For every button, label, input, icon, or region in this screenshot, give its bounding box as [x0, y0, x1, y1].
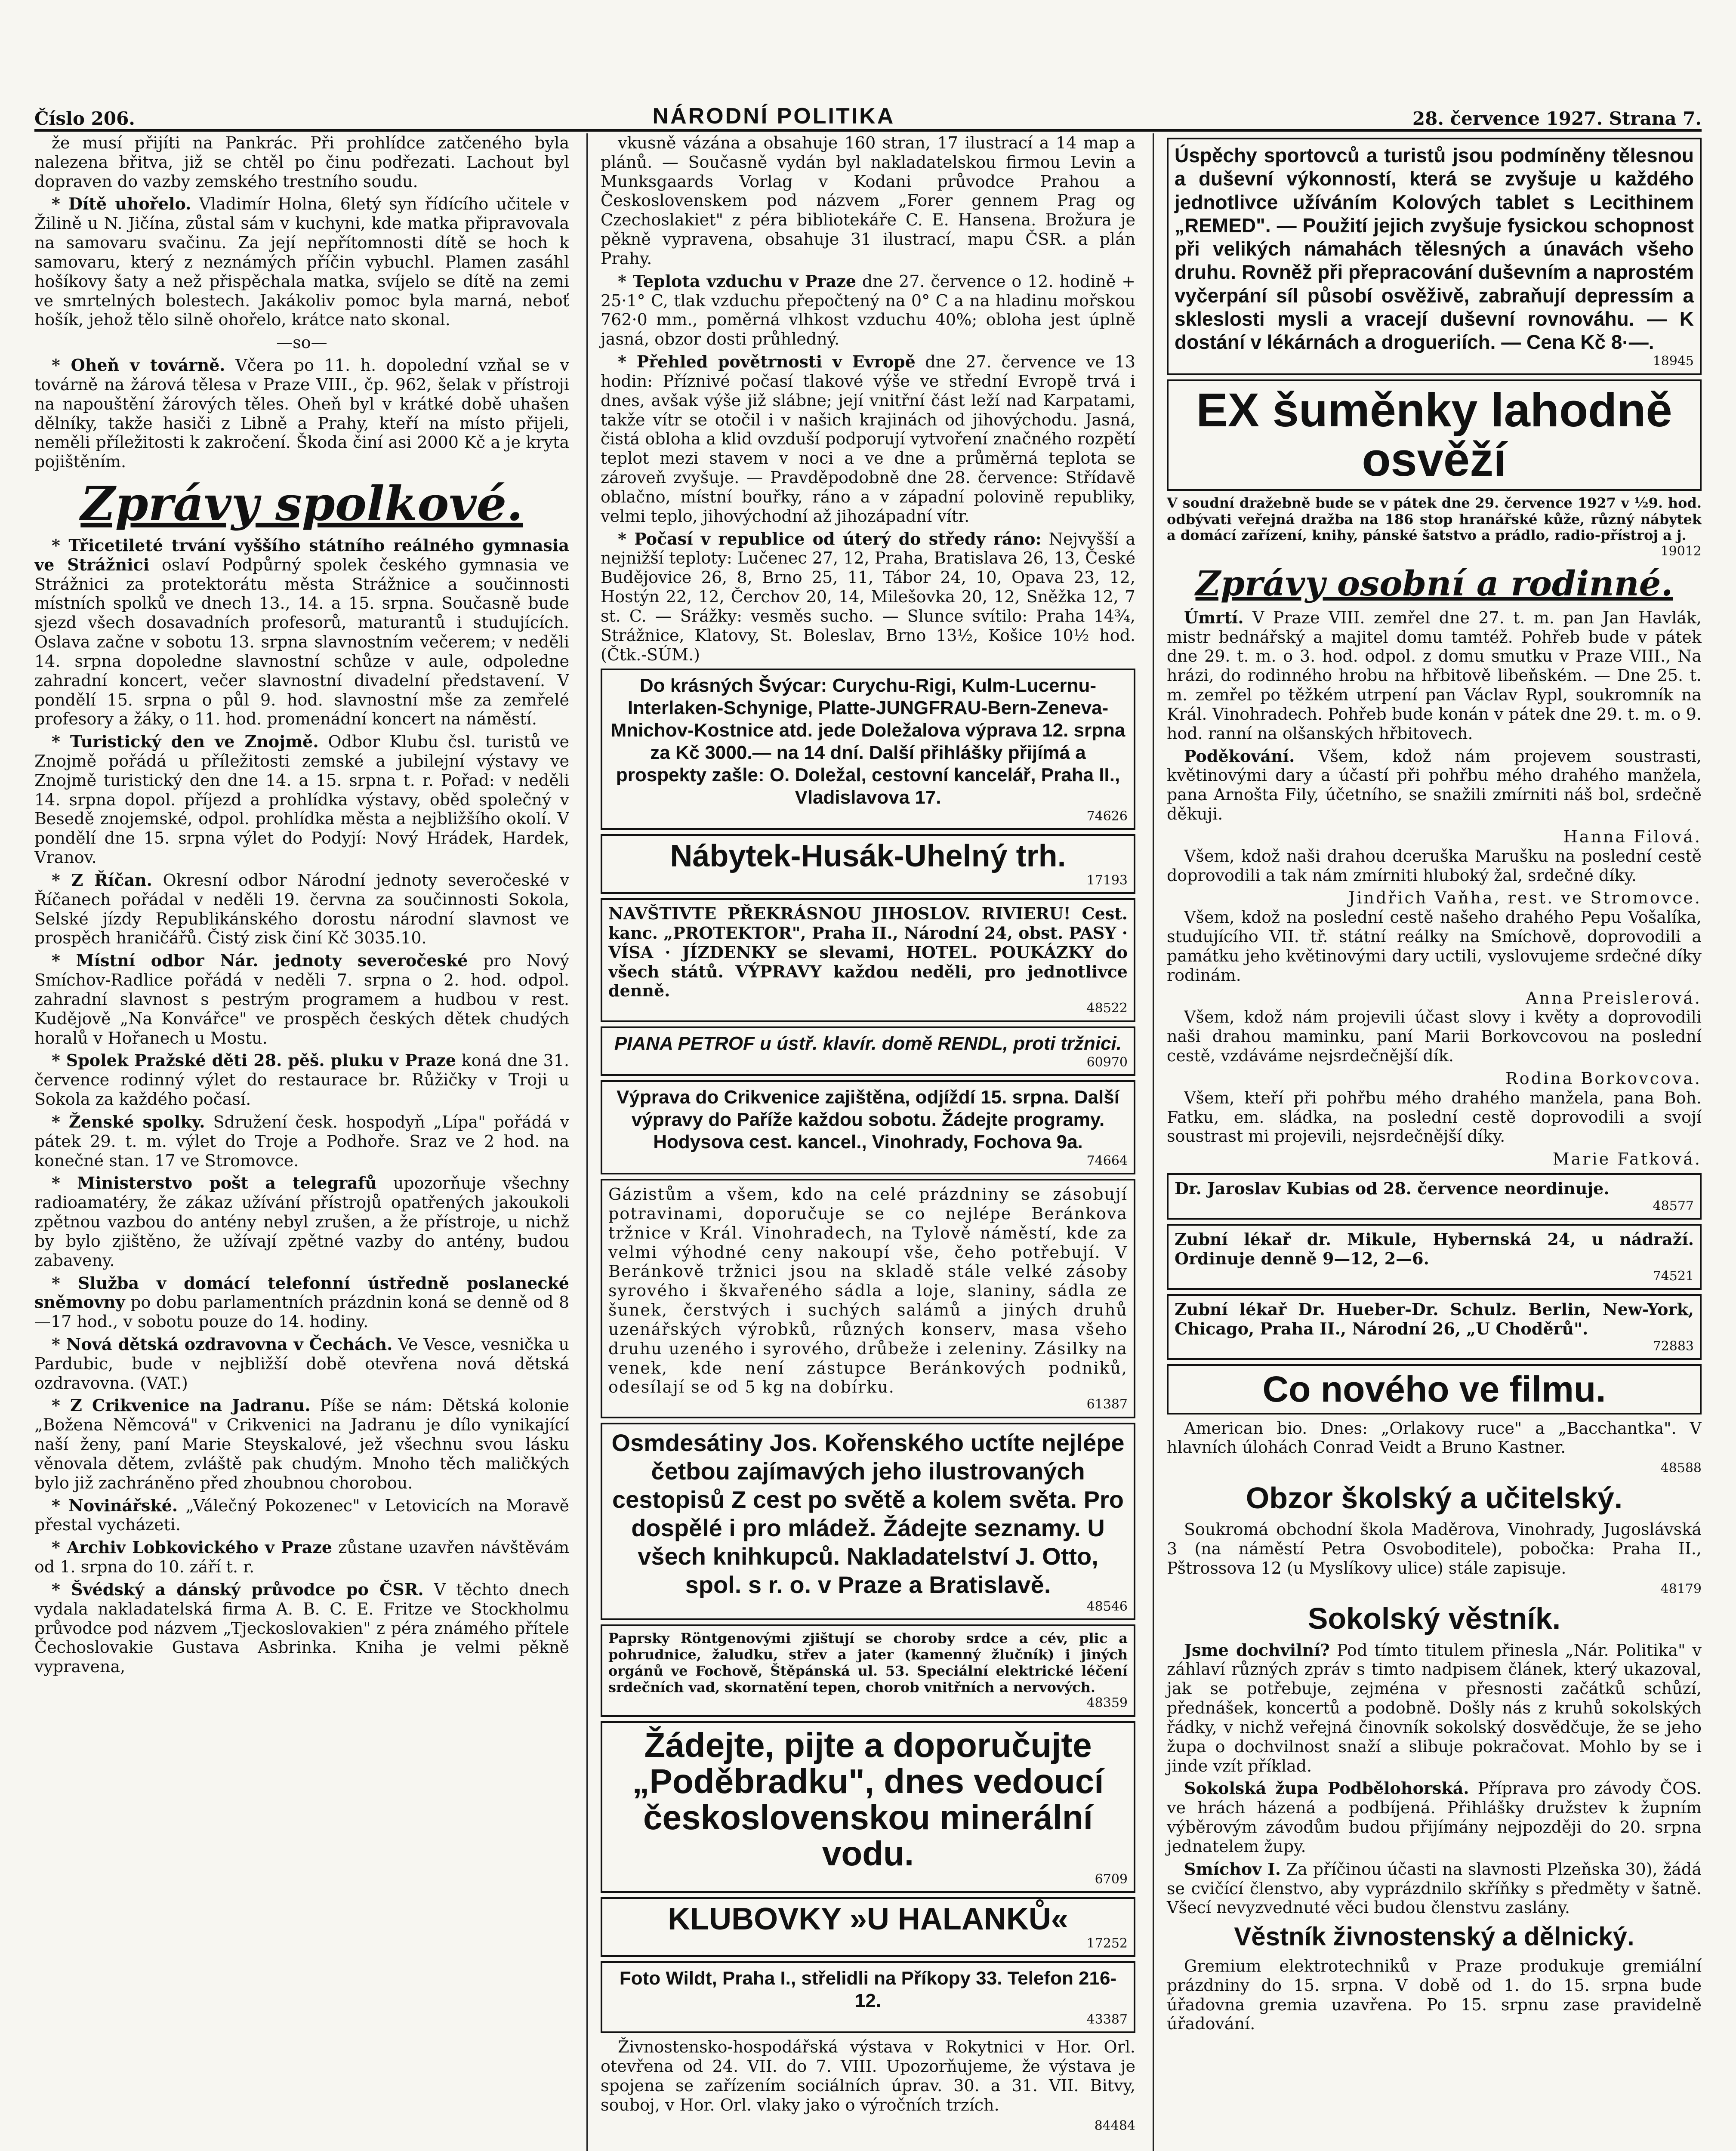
article: * Počasí v republice od úterý do středy ráno: Nejvyšší a nejnižší teploty: Lučenec 27, 12, Praha, Bratislava 26, 13, České Budějovice 26, 8, Brno 25, 11, Tábor 24, 10, Opava 23, 12, Hostýn 22, 12, Čerchov 20, 14, Milešovka 20, 12, Sněžka 12, 7 st. C. — Srážky: vesměs sucho. — Slunce svítilo: Praha 14¾, Strážnice, Klatovy, St. Boleslav, Brno 13½, Košice 10½ hod. (Čtk.-SÚM.): [601, 529, 1135, 664]
signature: Anna Preislerová.: [1526, 988, 1702, 1008]
article: vkusně vázána a obsahuje 160 stran, 17 ilustrací a 14 map a plánů. — Současně vydán byl nakladatelskou firmou Levin a Munksgaards Vorlag v Kodani průvodce Prahou a Československem pod názvem „Forer gennem Prag og Czechoslakiet" z péra bibliotekáře C. E. Hansena. Brožura je pěkně vypravena, obsahuje 31 ilustrací, mapu ČSR. a plán Prahy.: [601, 133, 1135, 268]
section-title: Sokolský věstník.: [1307, 1602, 1561, 1636]
article: * Teplota vzduchu v Praze dne 27. července o 12. hodině + 25·1° C, tlak vzduchu přepočtený na 0° C a na hladinu mořskou 762·0 mm., poměrná vlhkost vzduchu 40%; obloha jest úplně jasná, obzor dosti průhledný.: [601, 271, 1135, 349]
article: * Dítě uhořelo. Vladimír Holna, 6letý syn řídícího učitele v Žilině u N. Jičína, zůstal sám v kuchyni, kde matka připravovala na samovaru svačinu. Za její nepřítomnosti dítě se hoch k samovaru, který z neznámých příčin vybuchl. Plamen zasáhl hošíkovy šaty a než přispěchala matka, svíjelo se dítě na zemi ve smrtelných bolestech. Jakákoliv pomoc byla marná, neboť hošík, jehož tělo silně ohořelo, krátce nato skonal.: [34, 194, 569, 330]
article: * Turistický den ve Znojmě. Odbor Klubu čsl. turistů ve Znojmě pořádá u příležitosti zemské a jubilejní výstavy ve Znojmě turistický den dne 14. a 15. srpna t. r. Pořad: v neděli 14. srpna dopol. příjezd a prohlídka výstavy, oběd společný v Besedě znojemské, odpol. prohlídka města a nejbližšího okolí. V pondělí dne 15. srpna výlet do Podyjí: Nový Hrádek, Hardek, Vranov.: [34, 732, 569, 867]
section-title: Obzor školský a učitelský.: [1246, 1481, 1623, 1515]
article: * Ministerstvo pošt a telegrafů upozorňuje všechny radioamatéry, že zákaz užívání přístrojů opatřených jakoukoli zpětnou vazbou do antény nebyl zrušen, a že přístroje, u nichž by bylo zjištěno, že užívají zpětné vazby do antény, budou zabaveny.: [34, 1173, 569, 1270]
advertisement: Do krásných Švýcar: Curychu-Rigi, Kulm-Lucernu-Interlaken-Schynige, Platte-JUNGFRAU-Bern-Zeneva-Mnichov-Kostnice atd. jede Doležalova výprava 12. srpna za Kč 3000.— na 14 dní. Další přihlášky přijímá a prospekty zašle: O. Doležal, cestovní kancelář, Praha II., Vladislavova 17. 74626: [601, 669, 1135, 830]
section-banner: Co nového ve filmu.: [1167, 1364, 1702, 1414]
masthead: [34, 103, 1702, 132]
article: Všem, kdož naši drahou dceruška Marušku na poslední cestě doprovodili a tak nám zmírniti hluboký žal, srdečné díky.: [1167, 846, 1702, 885]
article: * Archiv Lobkovického v Praze zůstane uzavřen návštěvám od 1. srpna do 10. září t. r.: [34, 1538, 569, 1577]
article: Poděkování. Všem, kdož nám projevem soustrasti, květinovými dary a účastí při pohřbu mého drahého manžela, pana Arnošta Fily, účetního, se snažili zmírniti náš bol, srdečně děkuji.: [1167, 746, 1702, 824]
column-3: Úspěchy sportovců a turistů jsou podmíněny tělesnou a duševní výkonností, která se zvyšuje u každého jednotlivce užíváním Kolových tablet s Lecithinem „REMED". — Použití jejich zvyšuje fysickou schopnost při velikých námahách tělesných a únavách všeho druhu. Rovněž při přepracování duševním a naprostém vyčerpání síl působí osvěživě, zabraňují depressím a skleslosti mysli a vracejí duševní rovnováhu. — K dostání v lékárnách a drogueriích. — Cena Kč 8·—. 18945 EX šuměnky lahodně osvěží V soudní dražebně bude se v pátek dne 29. července 1927 v ½9. hod. odbývati veřejná dražba na 186 stop hranářské kůže, různý nábytek a domácí zařízení, knihy, pánské šatstvo a prádlo, radio-přístroj a j. 19012 Zprávy osobní a rodinné. Úmrtí. V Praze VIII. zemřel dne 27. t. m. pan Jan Havlák, mistr bednářský a majitel domu tamtéž. Pohřeb bude v pátek dne 29. t. m. o 3. hod. odpol. z domu smutku v Praze VIII., Na hrázi, do rodinného hrobu na hřbitově libeňském. — Dne 25. t. m. zemřel po těžkém utrpení pan Václav Rypl, soukromník na Král. Vinohradech. Pohřeb bude konán v pátek dne 29. t. m. o 9. hod. ranní na olšanských hřbitovech. Poděkování. Všem, kdož nám projevem soustrasti, květinovými dary a účastí při pohřbu mého drahého manžela, pana Arnošta Fily, účetního, se snažili zmírniti náš bol, srdečně děkuji. Hanna Filová. Všem, kdož naši drahou dceruška Marušku na poslední cestě doprovodili a tak nám zmírniti hluboký žal, srdečné díky. Jindřich Vaňha, rest. ve Stromovce. Všem, kdož na poslední cestě našeho drahého Pepu Vošalíka, studujícího VII. tř. státní reálky na Smíchově, doprovodili a památku jeho květinovými dary uctili, vyslovujeme srdečné díky rodinám. Anna Preislerová. Všem, kdož nám projevili účast slovy i květy a doprovodili naši drahou maminku, paní Marii Borkovcovou na poslední cestě, vzdáváme nejsrdečnější dík. Rodina Borkovcova. Všem, kteří při pohřbu mého drahého manžela, pana Boh. Fatku, em. sládka, na poslední cestě doprovodili a svojí soustrast mi projevili, nejsrdečnější díky. Marie Fatková. Dr. Jaroslav Kubias od 28. července neordinuje. 48577 Zubní lékař dr. Mikule, Hybernská 24, u nádraží. Ordinuje denně 9—12, 2—6. 74521 Zubní lékař Dr. Hueber-Dr. Schulz. Berlin, New-York, Chicago, Praha II., Národní 26, „U Choděrů". 72883 Co nového ve filmu. American bio. Dnes: „Orlakovy ruce" a „Bacchantka". V hlavních úlohách Conrad Veidt a Bruno Kastner. 48588 Obzor školský a učitelský. Soukromá obchodní škola Maděrova, Vinohrady, Jugoslávská 3 (na náměstí Petra Osvoboditele), pobočka: Praha II., Pštrossova 12 (u Myslíkovy ulice) stále zapisuje. 48179 Sokolský věstník. Jsme dochvilní? Pod tímto titulem přinesla „Nár. Politika" v záhlaví různých zpráv s timto nadpisem článek, který ukazoval, jak se potřebuje, zejména v přesnosti začátků schůzí, přednášek, koncertů a podobně. Došly nás z kruhů sokolských řádky, v nichž veřejná činovník sokolský dosvědčuje, že se jeho župa o dochvilnost snaží a slibuje pokračovat. Mohlo by se i jinde vzít příklad. Sokolská župa Podbělohorská. Příprava pro závody ČOS. ve hrách házená a podbíjená. Přihlášky družstev k župním výběrovým závodům budou přijímány nejpozději do 20. srpna jednatelem župy. Smíchov I. Za příčinou účasti na slavnosti Plzeňska 30), žádá se cvičící členstvo, aby vyprázdnilo skříňky s předměty v šatně. Všecí nevyzvednuté věci budou členstvu zaslány. Věstník živnostenský a dělnický. Gremium elektrotechniků v Praze produkuje gremiální prázdniny do 15. srpna. V době od 1. do 15. srpna bude úřadovna gremia uzavřena. Po 15. srpnu zase pravidelně úřadování.: [1153, 133, 1702, 2151]
advertisement: Nábytek-Husák-Uhelný trh. 17193: [601, 834, 1135, 894]
article: Sokolská župa Podbělohorská. Příprava pro závody ČOS. ve hrách házená a podbíjená. Přihlášky družstev k župním výběrovým závodům budou přijímány nejpozději do 20. srpna jednatelem župy.: [1167, 1778, 1702, 1856]
notice: V soudní dražebně bude se v pátek dne 29. července 1927 v ½9. hod. odbývati veřejná dražba na 186 stop hranářské kůže, různý nábytek a domácí zařízení, knihy, pánské šatstvo a prádlo, radio-přístroj a j. 19012: [1167, 494, 1702, 559]
section-title: Zprávy osobní a rodinné.: [1195, 563, 1673, 604]
advertisement: Úspěchy sportovců a turistů jsou podmíněny tělesnou a duševní výkonností, která se zvyšuje u každého jednotlivce užíváním Kolových tablet s Lecithinem „REMED". — Použití jejich zvyšuje fysickou schopnost při velikých námahách tělesných a únavách všeho druhu. Rovněž při přepracování duševním a naprostém vyčerpání síl působí osvěživě, zabraňují depressím a skleslosti mysli a vracejí duševní rovnováhu. — K dostání v lékárnách a drogueriích. — Cena Kč 8·—. 18945: [1167, 138, 1702, 375]
column-1: [34, 133, 569, 2151]
article: Úmrtí. V Praze VIII. zemřel dne 27. t. m. pan Jan Havlák, mistr bednářský a majitel domu tamtéž. Pohřeb bude v pátek dne 29. t. m. o 3. hod. odpol. z domu smutku v Praze VIII., Na hrázi, do rodinného hrobu na hřbitově libeňském. — Dne 25. t. m. zemřel po těžkém utrpení pan Václav Rypl, soukromník na Král. Vinohradech. Pohřeb bude konán v pátek dne 29. t. m. o 9. hod. ranní na olšanských hřbitovech.: [1167, 607, 1702, 743]
advertisement: Dr. Jaroslav Kubias od 28. července neordinuje. 48577: [1167, 1173, 1702, 1220]
article: * Spolek Pražské děti 28. pěš. pluku v Praze koná dne 31. července rodinný výlet do restaurace br. Růžičky v Troji u Sokola za každého počasí.: [34, 1051, 569, 1109]
advertisement: Výprava do Crikvenice zajištěna, odjíždí 15. srpna. Další výpravy do Paříže každou sobotu. Žádejte programy. Hodysova cest. kancel., Vinohrady, Fochova 9a. 74664: [601, 1080, 1135, 1174]
newspaper-title: NÁRODNÍ POLITIKA: [652, 104, 895, 129]
signature: Rodina Borkovcova.: [1505, 1069, 1702, 1088]
article: Gremium elektrotechniků v Praze produkuje gremiální prázdniny do 15. srpna. V době od 1. do 15. srpna bude úřadovna gremia uzavřena. Po 15. srpnu zase pravidelně úřadování.: [1167, 1957, 1702, 2034]
advertisement: Osmdesátiny Jos. Kořenského uctíte nejlépe četbou zajímavých jeho ilustrovaných cestopisů Z cest po světě a kolem světa. Pro dospělé i pro mládež. Žádejte seznamy. U všech knihkupců. Nakladatelství J. Otto, spol. s r. o. v Praze a Bratislavě. 48546: [601, 1423, 1135, 1621]
advertisement: Foto Wildt, Praha I., střelidli na Příkopy 33. Telefon 216-12. 43387: [601, 1961, 1135, 2033]
signature: Marie Fatková.: [1552, 1149, 1702, 1169]
article: American bio. Dnes: „Orlakovy ruce" a „Bacchantka". V hlavních úlohách Conrad Veidt a Bruno Kastner.: [1167, 1418, 1702, 1457]
article: * Služba v domácí telefonní ústředně poslanecké sněmovny po dobu parlamentních prázdnin koná se denně od 8—17 hod., v sobotu pouze do 14. hodiny.: [34, 1273, 569, 1331]
article: * Z Říčan. Okresní odbor Národní jednoty severočeské v Říčanech pořádal v neděli 19. června za součinnosti Sokola, Selské jízdy Republikánského dorostu národní slavnost ve prospěch hraničářů. Čistý zisk činí Kč 3035.10.: [34, 870, 569, 948]
advertisement: NAVŠTIVTE PŘEKRÁSNOU JIHOSLOV. RIVIERU! Cest. kanc. „PROTEKTOR", Praha II., Národní 24, obst. PASY · VÍSA · JÍZDENKY se slevami, HOTEL. POUKÁZKY do všech států. VÝPRAVY každou neděli, pro jednotlivce denně. 48522: [601, 898, 1135, 1022]
advertisement: PIANA PETROF u ústř. klavír. domě RENDL, proti tržnici. 60970: [601, 1026, 1135, 1076]
signature: Hanna Filová.: [1563, 827, 1702, 846]
article: Všem, kteří při pohřbu mého drahého manžela, pana Boh. Fatku, em. sládka, na poslední cestě doprovodili a svojí soustrast mi projevili, nejsrdečnější díky.: [1167, 1088, 1702, 1146]
article: * Švédský a dánský průvodce po ČSR. V těchto dnech vydala nakladatelská firma A. B. C. E. Fritze ve Stockholmu průvodce pod názvem „Tjeckoslovakien" z péra známého přítele Čechoslovakie Gustava Asbrinka. Kniha je velmi pěkně vypravena,: [34, 1579, 569, 1676]
article: * Nová dětská ozdravovna v Čechách. Ve Vesce, vesnička u Pardubic, bude v nejbližší době otevřena nová dětská ozdravovna. (VAT.): [34, 1334, 569, 1393]
advertisement: Zubní lékař Dr. Hueber-Dr. Schulz. Berlin, New-York, Chicago, Praha II., Národní 26, „U Choděrů". 72883: [1167, 1294, 1702, 1360]
section-title: Věstník živnostenský a dělnický.: [1234, 1922, 1634, 1951]
advertisement: EX šuměnky lahodně osvěží: [1167, 379, 1702, 491]
article: Všem, kdož na poslední cestě našeho drahého Pepu Vošalíka, studujícího VII. tř. státní reálky na Smíchově, doprovodili a památku jeho květinovými dary uctili, vyslovujeme srdečné díky rodinám.: [1167, 908, 1702, 985]
date-page: 28. července 1927. Strana 7.: [1412, 108, 1702, 129]
article: Jsme dochvilní? Pod tímto titulem přinesla „Nár. Politika" v záhlaví různých zpráv s timto nadpisem článek, který ukazoval, jak se potřebuje, zejména v přesnosti začátků schůzí, přednášek, koncertů a podobně. Došly nás z kruhů sokolských řádky, v nichž veřejná činovník sokolský dosvědčuje, že se jeho župa o dochvilnost snaží a slibuje pokračovat. Mohlo by se i jinde vzít příklad.: [1167, 1640, 1702, 1775]
signature: —so—: [276, 333, 327, 352]
article: * Místní odbor Nár. jednoty severočeské pro Nový Smíchov-Radlice pořádá v neděli 7. srpna o 2. hod. odpol. zahradní slavnost s pestrým programem a hudbou v rest. Kudějově „Na Konvářce" ve prospěch českých dětek chudých horalů v Hořanech u Mostu.: [34, 951, 569, 1048]
article: Soukromá obchodní škola Maděrova, Vinohrady, Jugoslávská 3 (na náměstí Petra Osvoboditele), pobočka: Praha II., Pštrossova 12 (u Myslíkovy ulice) stále zapisuje.: [1167, 1520, 1702, 1578]
article: Smíchov I. Za příčinou účasti na slavnosti Plzeňska 30), žádá se cvičící členstvo, aby vyprázdnilo skříňky s předměty v šatně. Všecí nevyzvednuté věci budou členstvu zaslány.: [1167, 1859, 1702, 1917]
article: že musí přijíti na Pankrác. Při prohlídce zatčeného byla nalezena břitva, již se chtěl po činu podřezati. Lachout byl dopraven do vazby zemského trestního soudu.: [34, 133, 569, 191]
article: Všem, kdož nám projevili účast slovy i květy a doprovodili naši drahou maminku, paní Marii Borkovcovou na poslední cestě, vzdáváme nejsrdečnější dík.: [1167, 1008, 1702, 1066]
section-title: Zprávy spolkové.: [80, 476, 523, 532]
advertisement: Paprsky Röntgenovými zjištují se choroby srdce a cév, plic a pohrudnice, žaludku, střev a jater (kamenný žlučník) i jiných orgánů ve Fochově, Štěpánská ul. 53. Speciální elektrické léčení srdečních vad, skornatění tepen, chorob vnitřních a nervových. 48359: [601, 1624, 1135, 1716]
article: * Přehled povětrnosti v Evropě dne 27. července ve 13 hodin: Příznivé počasí tlakové výše ve střední Evropě trvá i dnes, avšak výše již slábne; její vnitřní část leží nad Karpatami, takže vítr se otočil i v našich krajinách od jihovýchodu. Jasná, čistá obloha a klid ovzduší podporují vytvoření značného rozpětí teplot mezi stavem v noci a ve dne a průměrná teplota se zároveň zvyšuje. — Pravděpodobně dne 28. července: Střídavě oblačno, místní bouřky, ráno a v západní polovině republiky, velmi teplo, jihovýchodní až jihozápadní vítr.: [601, 352, 1135, 526]
advertisement: Gázistům a všem, kdo na celé prázdniny se zásobují potravinami, doporučuje se co nejlépe Beránkova tržnice v Král. Vinohradech, na Tylově náměstí, kde za velmi výhodné ceny nakoupí vše, čeho potřebují. V Beránkově tržnici jsou na skladě stále velké zásoby syrového i škvařeného sádla a loje, slaniny, sádla ze šunek, čerstvých i suchých salámů a jiných druhů uzenářských výrobků, různých konserv, masa všeho druhu uzeného i syrového, drůbeže i zeleniny. Zásilky na venek, kde není zástupce Beránkových podniků, odesílají se od 5 kg na dobírku. 61387: [601, 1179, 1135, 1418]
article: Živnostensko-hospodářská výstava v Rokytnici v Hor. Orl. otevřena od 24. VII. do 7. VIII. Upozorňujeme, že výstava je spojena se zařízením sociálních úprav. 30. a 31. VII. Bitvy, souboj, v Hor. Orl. vlaky jako o výročních trzích.: [601, 2037, 1135, 2114]
article: * Z Crikvenice na Jadranu. Píše se nám: Dětská kolonie „Božena Němcová" v Crikvenici na Jadranu je dílo vynikající naší ženy, paní Marie Steyskalové, jež všechnu svou lásku věnovala dětem, zvláště pak chudým. Mnoho těch maličkých bylo již zachráněno před zhoubnou chorobou.: [34, 1396, 569, 1492]
article: * Novinářské. „Válečný Pokozenec" v Letovicích na Moravě přestal vycházeti.: [34, 1495, 569, 1535]
signature: Jindřich Vaňha, rest. ve Stromovce.: [1348, 888, 1702, 908]
issue-number: Číslo 206.: [34, 108, 135, 129]
advertisement: Žádejte, pijte a doporučujte „Poděbradku", dnes vedoucí československou minerální vodu. 6709: [601, 1721, 1135, 1893]
advertisement: Zubní lékař dr. Mikule, Hybernská 24, u nádraží. Ordinuje denně 9—12, 2—6. 74521: [1167, 1224, 1702, 1290]
advertisement: KLUBOVKY »U HALANKŮ« 17252: [601, 1897, 1135, 1957]
column-2: vkusně vázána a obsahuje 160 stran, 17 ilustrací a 14 map a plánů. — Současně vydán byl nakladatelskou firmou Levin a Munksgaards Vorlag v Kodani průvodce Prahou a Československem pod názvem „Forer gennem Prag og Czechoslakiet" z péra bibliotekáře C. E. Hansena. Brožura je pěkně vypravena, obsahuje 31 ilustrací, mapu ČSR. a plán Prahy. * Teplota vzduchu v Praze dne 27. července o 12. hodině + 25·1° C, tlak vzduchu přepočtený na 0° C a na hladinu mořskou 762·0 mm., poměrná vlhkost vzduchu 40%; obloha jest úplně jasná, obzor dosti průhledný. * Přehled povětrnosti v Evropě dne 27. července ve 13 hodin: Příznivé počasí tlakové výše ve střední Evropě trvá i dnes, avšak výše již slábne; její vnitřní část leží nad Karpatami, takže vítr se otočil i v našich krajinách od jihovýchodu. Jasná, čistá obloha a klid ovzduší podporují vytvoření značného rozpětí teplot mezi stavem v noci a ve dne a průměrná teplota se zároveň zvyšuje. — Pravděpodobně dne 28. července: Střídavě oblačno, místní bouřky, ráno a v západní polovině republiky, velmi teplo, jihovýchodní až jihozápadní vítr. * Počasí v republice od úterý do středy ráno: Nejvyšší a nejnižší teploty: Lučenec 27, 12, Praha, Bratislava 26, 13, České Budějovice 26, 8, Brno 25, 11, Tábor 24, 10, Opava 23, 12, Hostýn 22, 12, Čerchov 20, 14, Milešovka 20, 12, Sněžka 12, 7 st. C. — Srážky: vesměs sucho. — Slunce svítilo: Praha 14¾, Strážnice, Klatovy, St. Boleslav, Brno 13½, Košice 10½ hod. (Čtk.-SÚM.) Do krásných Švýcar: Curychu-Rigi, Kulm-Lucernu-Interlaken-Schynige, Platte-JUNGFRAU-Bern-Zeneva-Mnichov-Kostnice atd. jede Doležalova výprava 12. srpna za Kč 3000.— na 14 dní. Další přihlášky přijímá a prospekty zašle: O. Doležal, cestovní kancelář, Praha II., Vladislavova 17. 74626 Nábytek-Husák-Uhelný trh. 17193 NAVŠTIVTE PŘEKRÁSNOU JIHOSLOV. RIVIERU! Cest. kanc. „PROTEKTOR", Praha II., Národní 24, obst. PASY · VÍSA · JÍZDENKY se slevami, HOTEL. POUKÁZKY do všech států. VÝPRAVY každou neděli, pro jednotlivce denně. 48522 PIANA PETROF u ústř. klavír. domě RENDL, proti tržnici. 60970 Výprava do Crikvenice zajištěna, odjíždí 15. srpna. Další výpravy do Paříže každou sobotu. Žádejte programy. Hodysova cest. kancel., Vinohrady, Fochova 9a. 74664 Gázistům a všem, kdo na celé prázdniny se zásobují potravinami, doporučuje se co nejlépe Beránkova tržnice v Král. Vinohradech, na Tylově náměstí, kde za velmi výhodné ceny nakoupí vše, čeho potřebují. V Beránkově tržnici jsou na skladě stále velké zásoby syrového i škvařeného sádla a loje, slaniny, sádla ze šunek, čerstvých i suchých salámů a jiných druhů uzenářských výrobků, různých konserv, masa všeho druhu uzeného i syrového, drůbeže i zeleniny. Zásilky na venek, kde není zástupce Beránkových podniků, odesílají se od 5 kg na dobírku. 61387 Osmdesátiny Jos. Kořenského uctíte nejlépe četbou zajímavých jeho ilustrovaných cestopisů Z cest po světě a kolem světa. Pro dospělé i pro mládež. Žádejte seznamy. U všech knihkupců. Nakladatelství J. Otto, spol. s r. o. v Praze a Bratislavě. 48546 Paprsky Röntgenovými zjištují se choroby srdce a cév, plic a pohrudnice, žaludku, střev a jater (kamenný žlučník) i jiných orgánů ve Fochově, Štěpánská ul. 53. Speciální elektrické léčení srdečních vad, skornatění tepen, chorob vnitřních a nervových. 48359 Žádejte, pijte a doporučujte „Poděbradku", dnes vedoucí československou minerální vodu. 6709 KLUBOVKY »U HALANKŮ« 17252 Foto Wildt, Praha I., střelidli na Příkopy 33. Telefon 216-12. 43387 Živnostensko-hospodářská výstava v Rokytnici v Hor. Orl. otevřena od 24. VII. do 7. VIII. Upozorňujeme, že výstava je spojena se zařízením sociálních úprav. 30. a 31. VII. Bitvy, souboj, v Hor. Orl. vlaky jako o výročních trzích. 84484: [586, 133, 1135, 2151]
article: * Oheň v továrně. Včera po 11. h. dopolední vzňal se v továrně na žárová tělesa v Praze VIII., čp. 962, šelak v přístroji na napouštění žárových těles. Oheň byl v krátké době uhašen dělníky, takže hasiči z Libně a Prahy, kteří na místo přijeli, neměli příležitosti k zakročení. Škoda činí asi 2000 Kč a je kryta pojištěním.: [34, 355, 569, 471]
article: * Třicetileté trvání vyššího státního reálného gymnasia ve Strážnici oslaví Podpůrný spolek českého gymnasia ve Strážnici za protektorátu města Strážnice a součinnosti místních spolků ve dnech 13., 14. a 15. srpna. Současně bude sjezd všech dosavadních profesorů, maturantů i studujících. Oslava začne v sobotu 13. srpna slavnostním večerem; v neděli 14. srpna dopoledne slavnostní schůze v aule, odpoledne zahradní koncert, večer slavnostní divadelní představení. V pondělí 15. srpna o půl 9. hod. slavnostní mše za zemřelé profesory a žáky, o 11. hod. promenádní koncert na náměstí.: [34, 535, 569, 729]
article: * Ženské spolky. Sdružení česk. hospodyň „Lípa" pořádá v pátek 29. t. m. výlet do Troje a Podhoře. Sraz ve 2 hod. na konečné stan. 17 ve Stromovce.: [34, 1112, 569, 1170]
